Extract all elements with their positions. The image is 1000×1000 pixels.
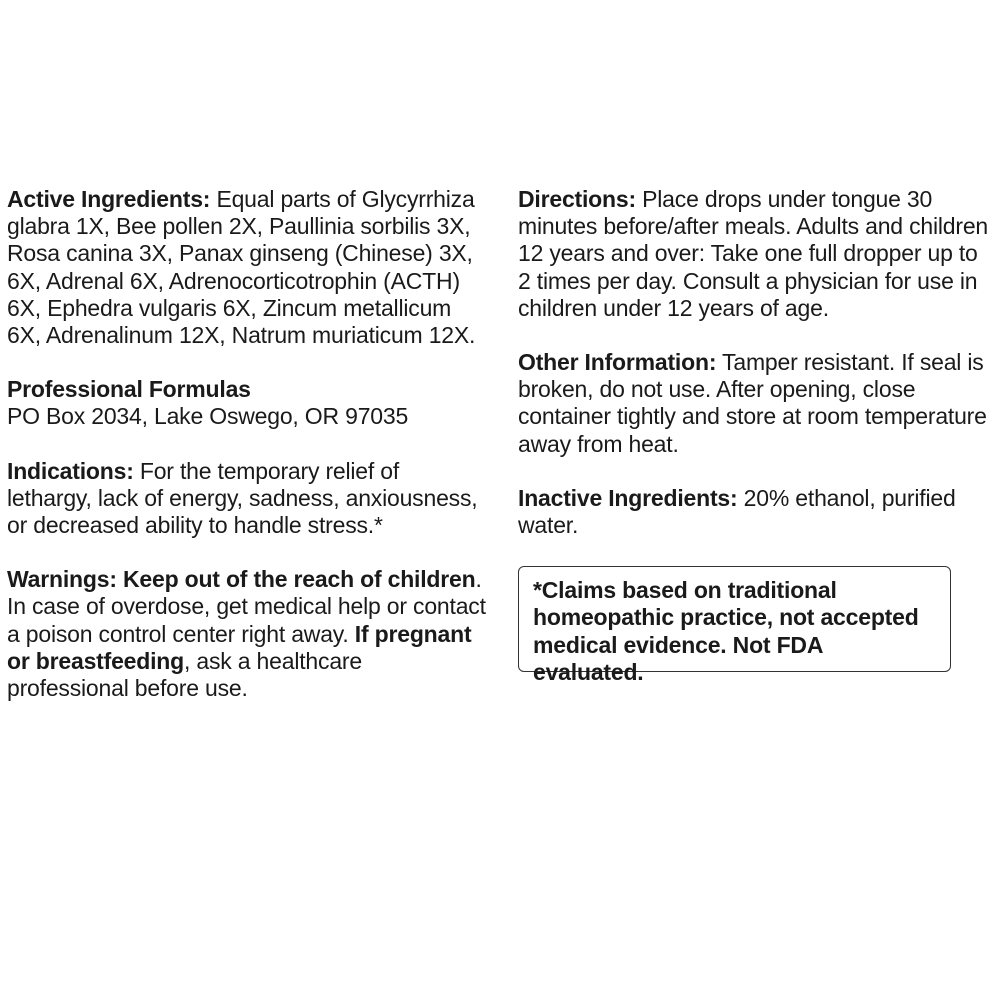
warnings-text-2: , ask a healthcare professional before use. (7, 647, 362, 702)
manufacturer-section (7, 376, 487, 430)
manufacturer-address: PO Box 2034, Lake Oswego, OR 97035 (7, 403, 409, 430)
warnings-label: Warnings: Keep out of the reach of children (7, 566, 476, 593)
inactive-ingredients-section (518, 485, 990, 539)
directions-section (518, 186, 990, 322)
active-ingredients-paragraph (7, 186, 487, 349)
claims-notice-box: *Claims based on traditional homeopathic practice, not accepted medical evidence. Not FDA evaluated. (518, 566, 951, 672)
warnings-pregnancy-label: If pregnant or breastfeeding (7, 620, 472, 674)
right-column (518, 186, 990, 685)
active-ingredients-label: Active Ingredients: (7, 186, 211, 212)
inactive-ingredients-paragraph (518, 485, 990, 539)
directions-text: Place drops under tongue 30 minutes before/after meals. Adults and children 12 years and over: Take one full dropper up to 2 times per day. Consult a physician for use in children under 12 years of age. (518, 186, 989, 321)
active-ingredients-text: Equal parts of Glycyrrhiza glabra 1X, Bee pollen 2X, Paullinia sorbilis 3X, Rosa canina 3X, Panax ginseng (Chinese) 3X, 6X, Adrenal 6X, Adrenocorticotrophin (ACTH) 6X, Ephedra vulgaris 6X, Zincum metallicum 6X, Adrenalinum 12X, Natrum muriaticum 12X. (7, 186, 476, 349)
inactive-ingredients-text: 20% ethanol, purified water. (518, 484, 956, 539)
left-column (7, 186, 487, 729)
warnings-text-1: . In case of overdose, get medical help or contact a poison control center right away. (7, 566, 486, 647)
directions-paragraph (518, 186, 990, 322)
other-information-text: Tamper resistant. If seal is broken, do not use. After opening, close container tightly and store at room temperature away from heat. (518, 349, 987, 457)
other-information-paragraph (518, 349, 990, 458)
other-information-section (518, 349, 990, 458)
active-ingredients-section (7, 186, 487, 349)
warnings-section (7, 566, 487, 702)
indications-label: Indications: (7, 457, 134, 484)
indications-text: For the temporary relief of lethargy, lack of energy, sadness, anxiousness, or decreased ability to handle stress.* (7, 457, 478, 539)
indications-paragraph (7, 458, 487, 540)
indications-section (7, 458, 487, 540)
manufacturer-name: Professional Formulas (7, 376, 251, 403)
other-information-label: Other Information: (518, 349, 717, 376)
inactive-ingredients-label: Inactive Ingredients: (518, 484, 738, 511)
directions-label: Directions: (518, 186, 636, 212)
warnings-paragraph (7, 566, 487, 702)
